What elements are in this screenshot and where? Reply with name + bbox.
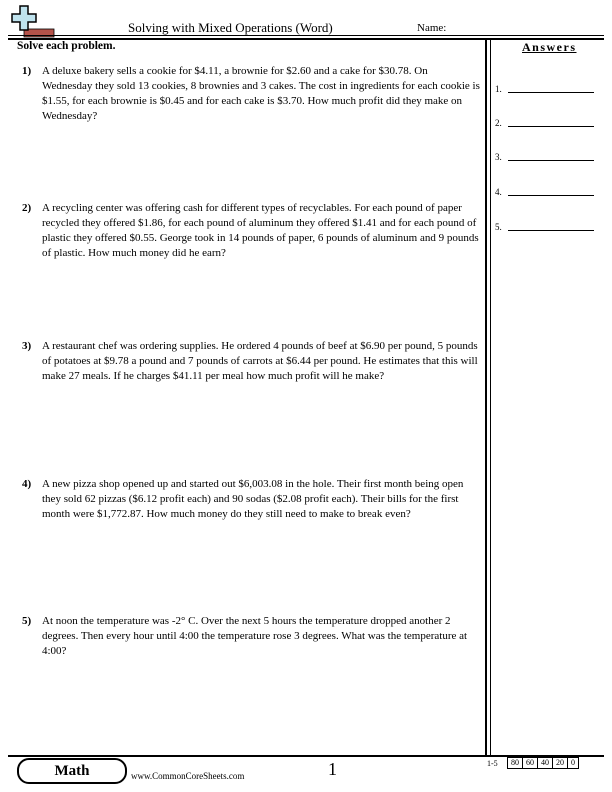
problem-number: 2) bbox=[22, 202, 32, 214]
instructions: Solve each problem. bbox=[17, 40, 116, 52]
math-plus-logo-icon bbox=[10, 4, 58, 38]
problem-5 bbox=[22, 614, 480, 659]
problem-4 bbox=[22, 477, 480, 522]
answers-title: Answers bbox=[522, 40, 577, 54]
answer-line-3[interactable] bbox=[495, 150, 595, 164]
score-cell: 80 bbox=[508, 758, 523, 769]
answer-number: 4. bbox=[495, 187, 502, 197]
answer-line-5[interactable] bbox=[495, 220, 595, 234]
name-label: Name: bbox=[417, 22, 447, 34]
problem-number: 3) bbox=[22, 340, 32, 352]
score-cell: 60 bbox=[523, 758, 538, 769]
answer-number: 1. bbox=[495, 84, 502, 94]
score-cell: 20 bbox=[553, 758, 568, 769]
header-divider bbox=[8, 35, 604, 36]
answer-column-divider bbox=[485, 38, 487, 755]
answer-line-1[interactable] bbox=[495, 82, 595, 96]
problem-text: At noon the temperature was -2° C. Over the next 5 hours the temperature dropped another 2 degrees. Then every hour until 4:00 the temperature rose 3 degrees. What was the temperature at 4:00? bbox=[42, 615, 468, 657]
website-link[interactable]: www.CommonCoreSheets.com bbox=[131, 771, 245, 781]
score-cell: 40 bbox=[538, 758, 553, 769]
problem-2 bbox=[22, 201, 480, 261]
problem-text: A recycling center was offering cash for different types of recyclables. For each pound of paper recycled they offered $1.86, for each pound of aluminum they offered $1.41 and for each pound of plastic they offered $0.55. George took in 14 pounds of paper, 6 pounds of aluminum and 9 pounds of plastic. How much money did he earn? bbox=[42, 202, 479, 259]
problem-text: A deluxe bakery sells a cookie for $4.11, a brownie for $2.60 and a cake for $30.78. On Wednesday they sold 13 cookies, 8 brownies and 3 cakes. The cost in ingredients for each cookie is $1.55, for each brownie is $0.45 and for each cake is $3.70. How much profit did they make on Wednesday? bbox=[42, 65, 480, 122]
answer-line-2[interactable] bbox=[495, 116, 595, 130]
problem-text: A restaurant chef was ordering supplies. He ordered 4 pounds of beef at $6.90 per pound, 5 pounds of potatoes at $9.78 a pound and 7 pounds of carrots at $6.44 per pound. He estimates that this will make 27 meals. If he charges $41.11 per meal how much profit will he make? bbox=[42, 340, 478, 382]
answer-number: 3. bbox=[495, 152, 502, 162]
answer-line-4[interactable] bbox=[495, 185, 595, 199]
problem-1 bbox=[22, 64, 480, 124]
answer-number: 5. bbox=[495, 222, 502, 232]
problem-number: 4) bbox=[22, 478, 32, 490]
problem-3 bbox=[22, 339, 480, 384]
answer-column-divider-inner bbox=[490, 38, 491, 755]
problem-number: 5) bbox=[22, 615, 32, 627]
score-table bbox=[507, 757, 579, 769]
problem-number: 1) bbox=[22, 65, 32, 77]
worksheet-title: Solving with Mixed Operations (Word) bbox=[128, 20, 333, 35]
problem-text: A new pizza shop opened up and started out $6,003.08 in the hole. Their first month being open they sold 62 pizzas ($6.12 profit each) and 90 sodas ($2.08 profit each). Their bills for the first month were $1,772.87. How much money do they still need to make to break even? bbox=[42, 478, 464, 520]
subject-badge: Math bbox=[17, 758, 127, 784]
score-cell: 0 bbox=[568, 758, 579, 769]
page-number: 1 bbox=[328, 759, 337, 779]
score-range-label: 1-5 bbox=[487, 759, 498, 768]
answer-number: 2. bbox=[495, 118, 502, 128]
